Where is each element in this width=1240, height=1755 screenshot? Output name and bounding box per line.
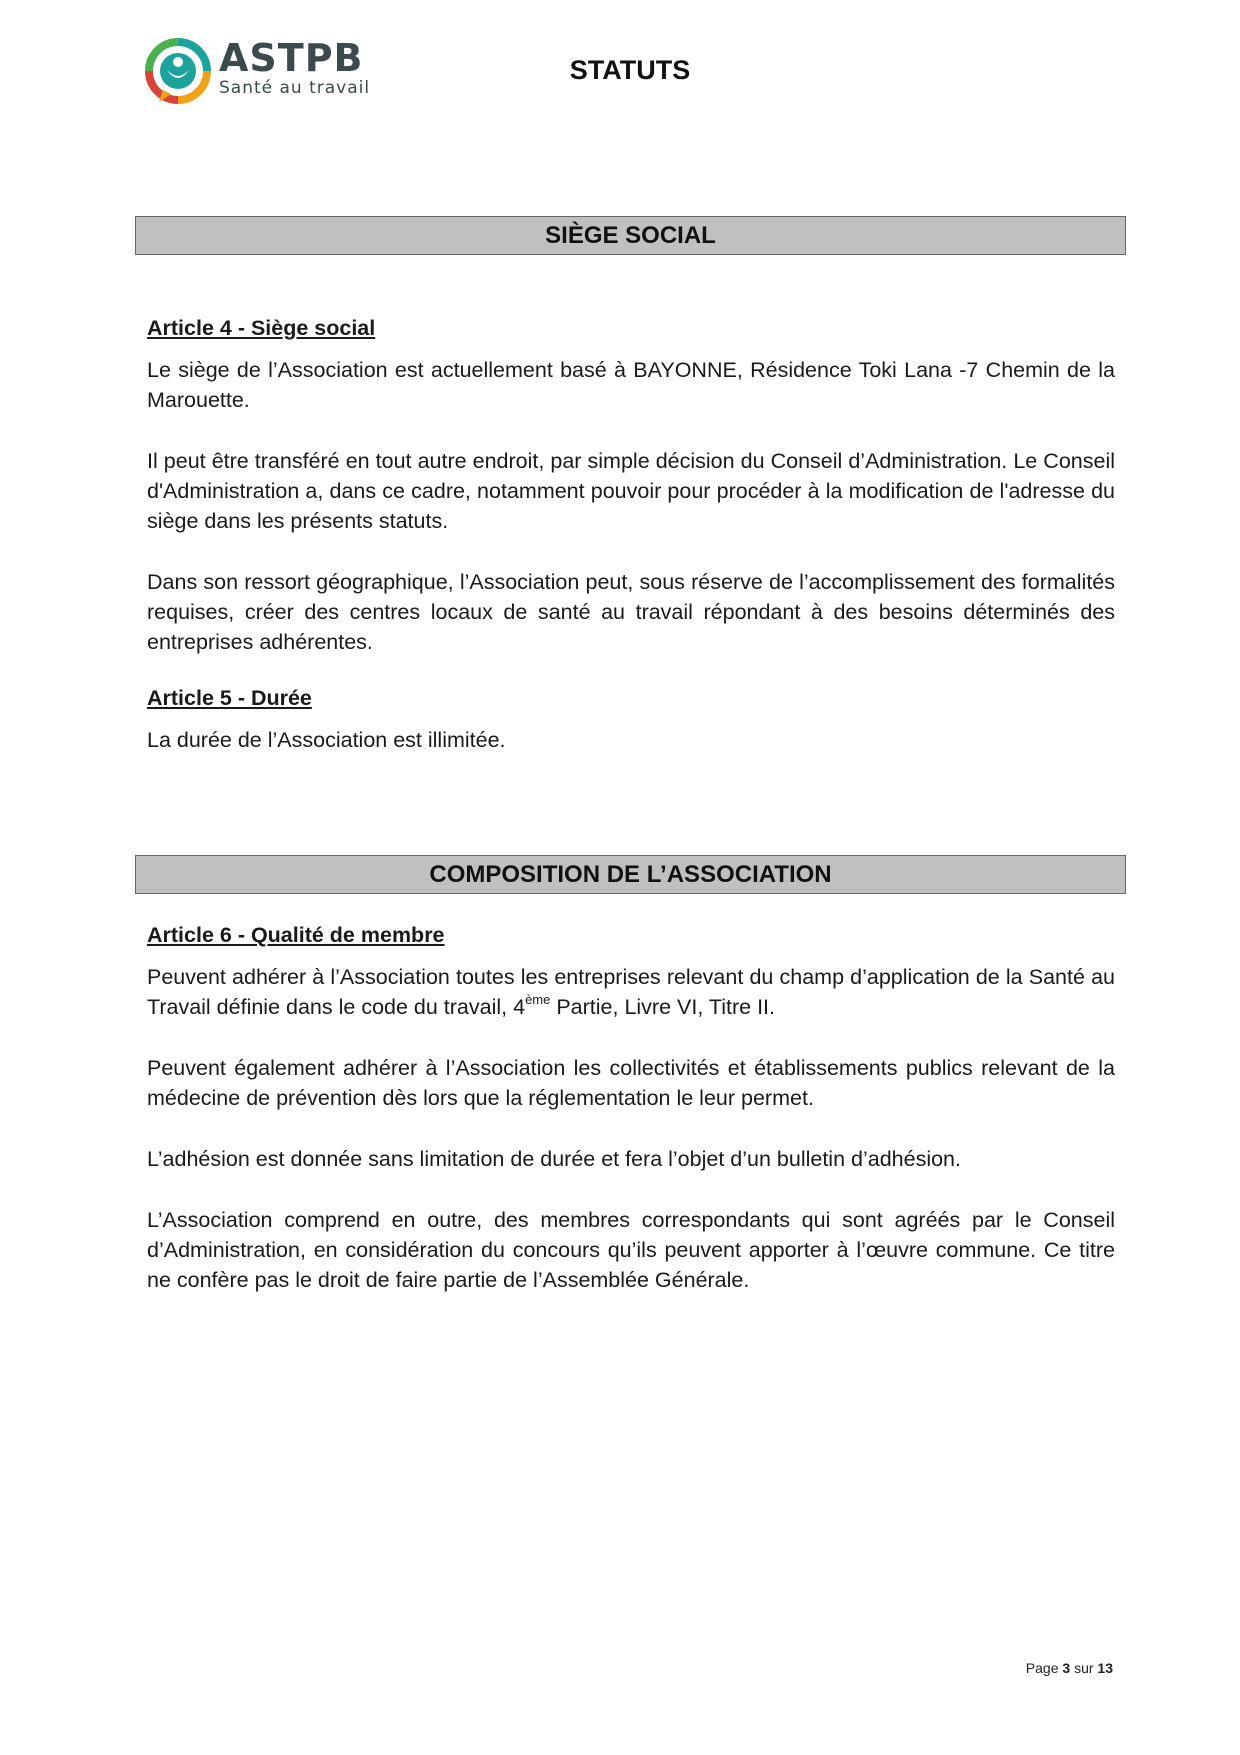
section-header-siege-social: SIÈGE SOCIAL bbox=[135, 216, 1126, 255]
section-header-composition: COMPOSITION DE L’ASSOCIATION bbox=[135, 855, 1126, 894]
article-4-paragraph-3: Dans son ressort géographique, l’Association peut, sous réserve de l’accomplissement des formalités requises, créer des centres locaux de santé au travail répondant à des besoins déterminés des entreprises adhérentes. bbox=[147, 570, 1115, 654]
logo-tagline: Santé au travail bbox=[219, 78, 371, 98]
article-6-title: Article 6 - Qualité de membre bbox=[147, 923, 445, 947]
article-6-paragraph-1-end: Partie, Livre VI, Titre II. bbox=[550, 995, 775, 1019]
article-6-paragraph-3: L’adhésion est donnée sans limitation de durée et fera l’objet d’un bulletin d’adhésion. bbox=[147, 1147, 961, 1171]
page-number bbox=[1026, 1660, 1113, 1676]
article-4 bbox=[147, 313, 1115, 657]
logo-name: ASTPB bbox=[219, 36, 364, 80]
page-separator: sur bbox=[1074, 1660, 1094, 1676]
article-6-paragraph-1 bbox=[147, 962, 1115, 1022]
article-5 bbox=[147, 683, 1115, 755]
document-title: STATUTS bbox=[569, 55, 691, 85]
page-current: 3 bbox=[1062, 1660, 1071, 1676]
article-4-paragraph-1: Le siège de l’Association est actuellement basé à BAYONNE, Résidence Toki Lana -7 Chemin de la Marouette. bbox=[147, 358, 1115, 412]
article-6-paragraph-1-text: Peuvent adhérer à l’Association toutes les entreprises relevant du champ d’application de la Santé au Travail définie dans le code du travail, 4 bbox=[147, 965, 1115, 1019]
article-6 bbox=[147, 920, 1115, 1295]
article-6-paragraph-2: Peuvent également adhérer à l’Association les collectivités et établissements publics relevant de la médecine de prévention dès lors que la réglementation le leur permet. bbox=[147, 1056, 1115, 1110]
article-6-paragraph-4: L’Association comprend en outre, des membres correspondants qui sont agréés par le Conseil d’Administration, en considération du concours qu’ils peuvent apporter à l’œuvre commune. Ce titre ne confère pas le droit de faire partie de l’Assemblée Générale. bbox=[147, 1208, 1115, 1292]
article-6-superscript: ème bbox=[525, 991, 551, 1007]
page-label: Page bbox=[1025, 1660, 1059, 1676]
page-total: 13 bbox=[1097, 1660, 1113, 1676]
article-4-paragraph-2: Il peut être transféré en tout autre endroit, par simple décision du Conseil d’Administration. Le Conseil d'Administration a, dans ce cadre, notamment pouvoir pour procéder à la modification de l'adresse du siège dans les présents statuts. bbox=[147, 449, 1115, 533]
article-5-paragraph-1: La durée de l’Association est illimitée. bbox=[147, 728, 506, 752]
article-5-title: Article 5 - Durée bbox=[147, 686, 312, 710]
article-4-title: Article 4 - Siège social bbox=[147, 316, 376, 340]
